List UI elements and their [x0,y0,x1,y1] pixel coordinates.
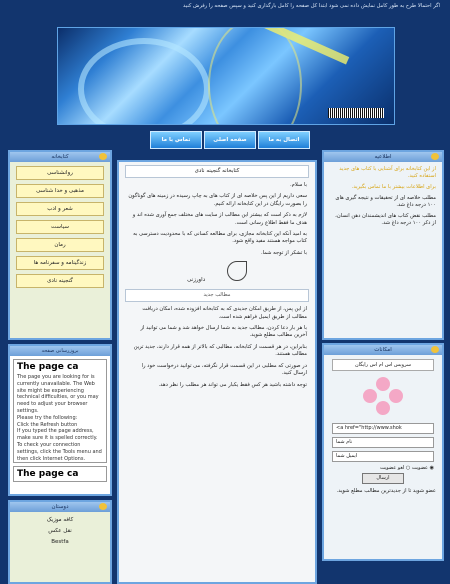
petal [363,389,377,403]
content-paragraph: بنابراین، در هر قسمت از کتابخانه، مطالبی که بالاتر از همه قرار دارند، جدید ترین مطالب هستند. [133,343,307,358]
banner-swirl [78,38,210,125]
error-line: Click the Refresh button [17,421,78,428]
panel-header [324,152,442,162]
browser-popup-panel [8,344,112,496]
popup-header: بروزرسانی صفحه [10,346,110,356]
content-paragraph: با تشکر از توجه شما. [260,249,307,256]
category-novel[interactable]: رمان [16,238,104,252]
category-religion[interactable]: مذهبی و خدا شناسی [16,184,104,198]
name-field[interactable]: نام شما [332,437,434,448]
error-title-2: The page ca [17,469,79,480]
radio-unsubscribe[interactable]: ○ لغو عضویت [379,465,411,471]
error-box [13,359,107,463]
error-title: The page ca [17,362,79,372]
petal [389,389,403,403]
top-note: اگر احتمالا طرح به طور کامل نمایش داده نمی شود ابتدا کل صفحه را کامل بارگذاری کنید و سپس صفحه را رفرش کنید [183,3,440,9]
subscribe-options [332,465,434,471]
subscribe-note: عضو شوید تا از جدیدترین مطالب مطلع شوید. [336,488,436,494]
category-poetry[interactable]: شعر و ادب [16,202,104,216]
radio-unsubscribe-label: لغو عضویت [379,465,405,471]
signature [127,261,307,283]
bulb-icon [431,153,439,160]
category-treasury[interactable]: گنجینه نادی [16,274,104,288]
panel-header [324,345,442,355]
panel-title: اطلاعیه [374,154,392,160]
content-paragraph: با هر بار دعا کردن، مطالب جدید به شما ارسال خواهد شد و شما می توانید از آخرین مطالب مطلع شوید. [140,325,307,339]
announcement-line[interactable]: مطلب نقض کتاب های اندیشمندان دهن انسان، از ذکر ۱۰۰ درجه داغ شد. [335,213,436,226]
category-psychology[interactable]: روانشناسی [16,166,104,180]
content-paragraph: در صورتی که مطلبی در این قسمت قرار نگرفته، می توانید درخواست خود را ارسال کنید. [141,362,307,377]
nav-link-button[interactable]: اتصال به ما [258,131,310,149]
signature-icon [227,261,247,281]
friend-link[interactable]: نقل عکس [48,528,72,534]
announcement-line: از این کتابخانه برای آشنایی با کتاب های جدید استفاده کنید. [339,166,436,179]
sms-ad-link[interactable]: سرویس اس ام اس رایگان [332,359,434,371]
library-categories-panel [8,150,112,340]
page-title: کتابخانه گنجینه نادی [125,165,309,178]
petal [376,377,390,391]
panel-title: امکانات [374,347,392,353]
announcement-panel [322,150,444,340]
content-paragraph: سعی داریم از این پس خلاصه ای از کتاب های به چاپ رسیده در زمینه های گوناگون را بصورت رایگان در این کتابخانه ارائه کنیم. [128,193,307,207]
flower-icon [363,377,403,417]
content-paragraph: از این پس، از طریق امکان جدیدی که به کتابخانه افزوده شده، امکان دریافت مطالب از طریق ایمیل فراهم شده است. [142,306,307,320]
radio-subscribe-label: عضویت [411,465,429,471]
category-biography[interactable]: زندگینامه و سفرنامه ها [16,256,104,270]
friend-link[interactable]: کافه موزیک [46,517,74,523]
bulb-icon [431,346,439,353]
nav-bar [150,131,310,149]
bulb-icon [99,503,107,510]
error-line: If you typed the page address, make sure it is spelled correctly. [17,428,98,442]
barcode-icon [328,108,384,118]
error-body: The page you are looking for is currently unavailable. The Web site might be experiencing technical difficulties, or you may need to adjust your browser settings. [17,374,99,414]
friends-panel [8,500,112,584]
announcement-line[interactable]: مطلب خلاصه ای از تحقیقات و نتیجه گیری های ۱۰۰ درجه داغ شد. [335,195,436,208]
signature-name: داورزنی [187,277,206,284]
announcement-line: برای اطلاعات بیشتر با ما تماس بگیرید. [351,184,436,190]
category-politics[interactable]: سیاست [16,220,104,234]
panel-header [10,502,110,512]
content-paragraph: به امید آنکه این کتابخانه مجازی، برای مطالعه کسانی که با محدودیت دسترسی به کتاب مواجه هستند مفید واقع شود. [133,231,307,245]
error-line: To check your connection settings, click the Tools menu and then click Internet Options. [17,441,102,462]
email-field[interactable]: ایمیل شما [332,451,434,462]
radio-subscribe[interactable]: ◉ عضویت [411,465,434,471]
features-panel [322,343,444,561]
code-field[interactable]: <a href="http://www.shok [332,423,434,434]
content-paragraph: لازم به ذکر است که بیشتر این مطالب از سایت های مختلف جمع آوری شده اند و هدف ما فقط اطلاع رسانی است. [132,212,307,226]
bulb-icon [99,153,107,160]
error-line: Please try the following: [17,414,78,421]
banner-arc [208,27,302,125]
nav-contact-button[interactable]: تماس با ما [150,131,202,149]
header-banner [57,27,395,125]
content-paragraph: با سلام. [290,182,307,188]
panel-title: دوستان [51,504,69,510]
submit-button[interactable]: ارسال [362,473,404,484]
petal [376,401,390,415]
section-subtitle: مطالب جدید [125,289,309,302]
content-paragraph: توجه داشته باشید هر کس فقط یکبار می تواند هر مطلب را نظر دهد. [158,381,307,388]
friend-link[interactable]: Bestfa [51,539,69,545]
nav-home-button[interactable]: صفحه اصلی [204,131,256,149]
main-content-panel [117,160,317,584]
panel-header [10,152,110,162]
error-box-2 [13,466,107,482]
panel-title: کتابخانه [51,154,69,160]
